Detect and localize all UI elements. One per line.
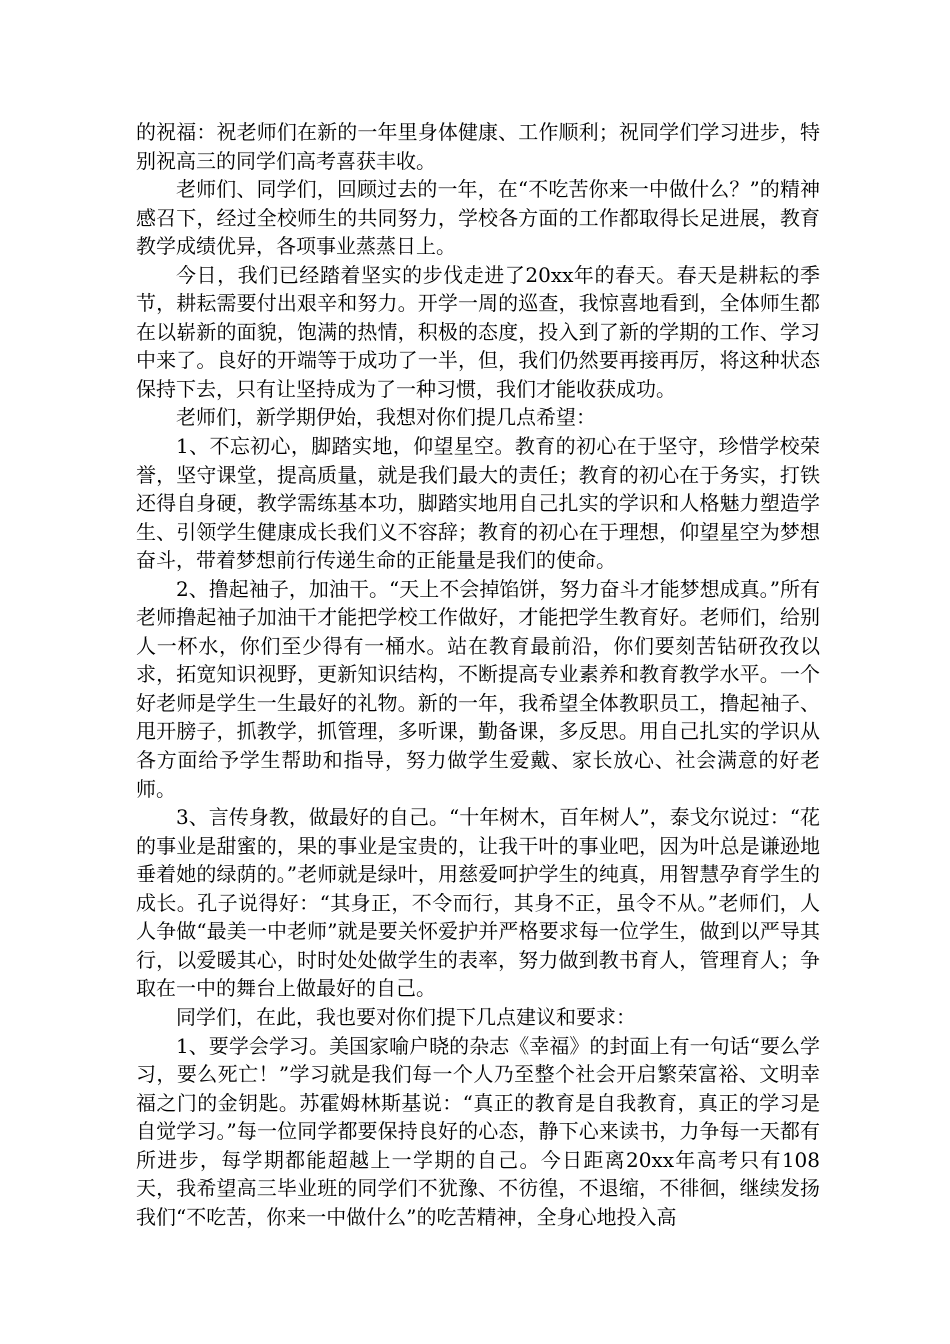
paragraph-8: 同学们，在此，我也要对你们提下几点建议和要求： <box>176 1004 636 1029</box>
paragraph-2: 老师们、同学们，回顾过去的一年，在“不吃苦你来一中做什么？”的精神感召下，经过全校师生的共同努力，学校各方面的工作都取得长足进展，教育教学成绩优异，各项事业蒸蒸日上。 <box>136 177 820 259</box>
paragraph-4: 老师们，新学期伊始，我想对你们提几点希望： <box>176 405 596 430</box>
paragraph-1: 的祝福：祝老师们在新的一年里身体健康、工作顺利；祝同学们学习进步，特别祝高三的同学们高考喜获丰收。 <box>136 120 820 173</box>
document-page <box>136 118 820 1231</box>
paragraph-6: 2、撸起袖子，加油干。“天上不会掉馅饼，努力奋斗才能梦想成真。”所有老师撸起袖子加油干才能把学校工作做好，才能把学生教育好。老师们，给别人一杯水，你们至少得有一桶水。站在教育最前沿，你们要刻苦钻研孜孜以求，拓宽知识视野，更新知识结构，不断提高专业素养和教育教学水平。一个好老师是学生一生最好的礼物。新的一年，我希望全体教职员工，撸起袖子、甩开膀子，抓教学，抓管理，多听课，勤备课，多反思。用自己扎实的学识从各方面给予学生帮助和指导，努力做学生爱戴、家长放心、社会满意的好老师。 <box>136 576 820 801</box>
paragraph-5: 1、不忘初心，脚踏实地，仰望星空。教育的初心在于坚守，珍惜学校荣誉，坚守课堂，提高质量，就是我们最大的责任；教育的初心在于务实，打铁还得自身硬，教学需练基本功，脚踏实地用自己扎实的学识和人格魅力塑造学生、引领学生健康成长我们义不容辞；教育的初心在于理想，仰望星空为梦想奋斗，带着梦想前行传递生命的正能量是我们的使命。 <box>136 434 820 573</box>
paragraph-3: 今日，我们已经踏着坚实的步伐走进了20xx年的春天。春天是耕耘的季节，耕耘需要付出艰辛和努力。开学一周的巡查，我惊喜地看到，全体师生都在以崭新的面貌，饱满的热情，积极的态度，投入到了新的学期的工作、学习中来了。良好的开端等于成功了一半，但，我们仍然要再接再厉，将这种状态保持下去，只有让坚持成为了一种习惯，我们才能收获成功。 <box>136 262 820 401</box>
paragraph-7: 3、言传身教，做最好的自己。“十年树木，百年树人”，泰戈尔说过：“花的事业是甜蜜的，果的事业是宝贵的，让我干叶的事业吧，因为叶总是谦逊地垂着她的绿荫的。”老师就是绿叶，用慈爱呵护学生的纯真，用智慧孕育学生的成长。孔子说得好：“其身正，不令而行，其身不正，虽令不从。”老师们，人人争做“最美一中老师”就是要关怀爱护并严格要求每一位学生，做到以严导其行，以爱暖其心，时时处处做学生的表率，努力做到教书育人，管理育人；争取在一中的舞台上做最好的自己。 <box>136 805 820 1001</box>
paragraph-9: 1、要学会学习。美国家喻户晓的杂志《幸福》的封面上有一句话“要么学习，要么死亡！”学习就是我们每一个人乃至整个社会开启繁荣富裕、文明幸福之门的金钥匙。苏霍姆林斯基说：“真正的教育是自我教育，真正的学习是自觉学习。”每一位同学都要保持良好的心态，静下心来读书，力争每一天都有所进步，每学期都能超越上一学期的自己。今日距离20xx年高考只有108天，我希望高三毕业班的同学们不犹豫、不彷徨，不退缩，不徘徊，继续发扬我们“不吃苦，你来一中做什么”的吃苦精神，全身心地投入高 <box>136 1033 820 1229</box>
